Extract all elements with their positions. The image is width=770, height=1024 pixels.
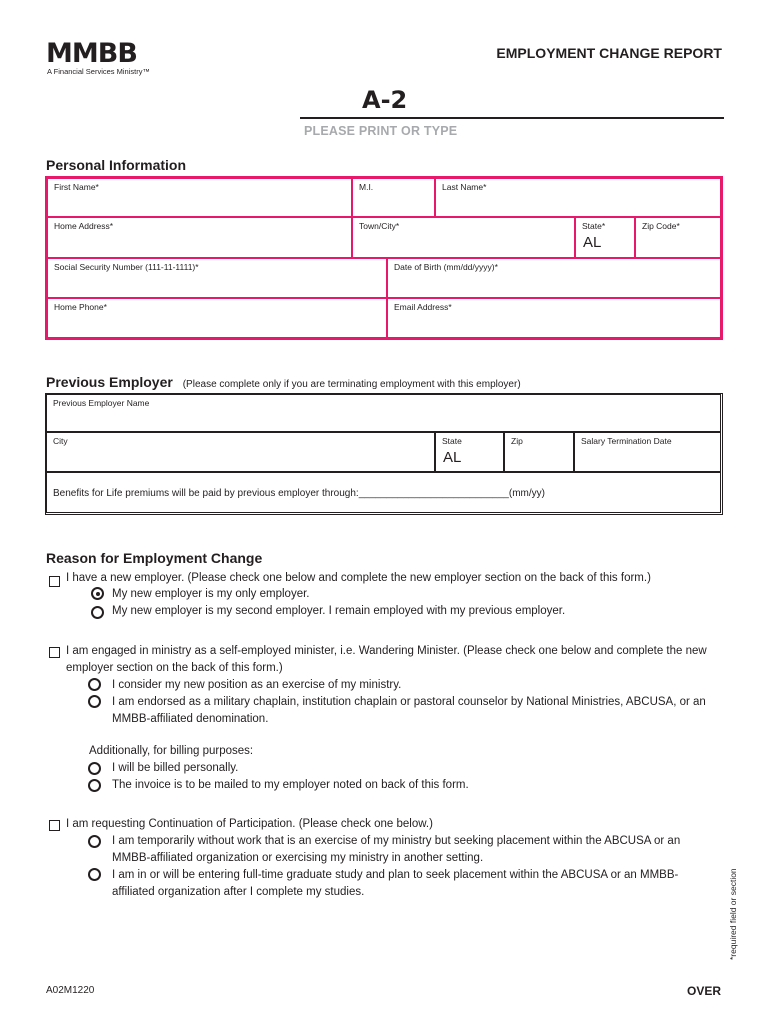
required-field-note: *required field or section: [728, 868, 738, 960]
invoice-employer-label: The invoice is to be mailed to my employer noted on back of this form.: [112, 779, 469, 791]
email-address-field[interactable]: [387, 298, 721, 338]
salary-termination-date-label: Salary Termination Date: [581, 436, 672, 446]
zip-code-field[interactable]: [635, 217, 721, 258]
previous-state-label: State: [442, 436, 462, 446]
self-employed-label-line2: employer section on the back of this form.): [66, 662, 283, 674]
only-employer-radio[interactable]: [91, 587, 104, 600]
billed-personally-label: I will be billed personally.: [112, 762, 239, 774]
personal-info-heading: Personal Information: [46, 157, 187, 173]
benefits-paid-through-label: Benefits for Life premiums will be paid by previous employer through:___________________________(mm/yy): [53, 488, 545, 499]
only-employer-label: My new employer is my only employer.: [112, 588, 310, 600]
date-of-birth-field[interactable]: [387, 258, 721, 298]
over-indicator: OVER: [686, 984, 721, 998]
temporarily-without-work-label-line1: I am temporarily without work that is an exercise of my ministry but seeking placement within the ABCUSA or an: [112, 835, 681, 847]
title-divider: [300, 117, 724, 119]
graduate-study-label-line1: I am in or will be entering full-time graduate study and plan to seek placement within the ABCUSA or an MMBB-: [112, 869, 679, 881]
previous-employer-title: Previous Employer: [46, 374, 173, 390]
continuation-checkbox[interactable]: [49, 820, 60, 831]
endorsed-chaplain-radio[interactable]: [88, 695, 101, 708]
reason-heading: Reason for Employment Change: [46, 550, 263, 566]
continuation-label: I am requesting Continuation of Participation. (Please check one below.): [66, 818, 433, 830]
second-employer-radio[interactable]: [91, 606, 104, 619]
report-title: EMPLOYMENT CHANGE REPORT: [496, 45, 722, 61]
endorsed-chaplain-label-line1: I am endorsed as a military chaplain, institution chaplain or pastoral counselor by National Ministries, ABCUSA, or an: [112, 696, 706, 708]
town-city-label: Town/City*: [359, 221, 400, 231]
temporarily-without-work-label-line2: MMBB-affiliated organization or exercising my ministry in another setting.: [112, 852, 484, 864]
personal-info-grid: [45, 176, 723, 340]
home-phone-label: Home Phone*: [54, 302, 107, 312]
new-employer-label: I have a new employer. (Please check one below and complete the new employer section on the back of this form.): [66, 572, 651, 584]
last-name-label: Last Name*: [442, 182, 487, 192]
second-employer-label: My new employer is my second employer. I remain employed with my previous employer.: [112, 605, 566, 617]
town-city-field[interactable]: [352, 217, 575, 258]
zip-code-label: Zip Code*: [642, 221, 680, 231]
previous-zip-label: Zip: [511, 436, 523, 446]
previous-state-field[interactable]: [435, 432, 504, 472]
state-value: AL: [583, 234, 602, 251]
previous-city-label: City: [53, 436, 68, 446]
billed-personally-radio[interactable]: [88, 762, 101, 775]
previous-employer-grid: [45, 393, 723, 515]
self-employed-checkbox[interactable]: [49, 647, 60, 658]
mmbb-logo: MMBB: [46, 38, 137, 69]
middle-initial-field[interactable]: [352, 178, 435, 217]
email-address-label: Email Address*: [394, 302, 452, 312]
new-employer-checkbox[interactable]: [49, 576, 60, 587]
invoice-employer-radio[interactable]: [88, 779, 101, 792]
endorsed-chaplain-label-line2: MMBB-affiliated denomination.: [112, 713, 269, 725]
billing-intro: Additionally, for billing purposes:: [89, 745, 254, 757]
previous-employer-note: (Please complete only if you are terminating employment with this employer): [182, 379, 521, 390]
ssn-field[interactable]: [47, 258, 387, 298]
self-employed-label-line1: I am engaged in ministry as a self-employed minister, i.e. Wandering Minister. (Please check one below and complete the new: [66, 645, 707, 657]
graduate-study-label-line2: affiliated organization after I complete my studies.: [112, 886, 365, 898]
ssn-label: Social Security Number (111-11-1111)*: [54, 262, 199, 272]
date-of-birth-label: Date of Birth (mm/dd/yyyy)*: [394, 262, 498, 272]
form-code: A-2: [362, 86, 408, 114]
last-name-field[interactable]: [435, 178, 721, 217]
state-label: State*: [582, 221, 606, 231]
graduate-study-radio[interactable]: [88, 868, 101, 881]
previous-city-field[interactable]: [46, 432, 435, 472]
home-address-label: Home Address*: [54, 221, 114, 231]
previous-employer-name-label: Previous Employer Name: [53, 398, 150, 408]
form-id: A02M1220: [46, 985, 95, 996]
state-field[interactable]: [575, 217, 635, 258]
first-name-label: First Name*: [54, 182, 99, 192]
home-address-field[interactable]: [47, 217, 352, 258]
ministry-exercise-label: I consider my new position as an exercise of my ministry.: [112, 679, 402, 691]
previous-state-value: AL: [443, 449, 462, 466]
ministry-exercise-radio[interactable]: [88, 678, 101, 691]
previous-employer-heading: [46, 374, 521, 390]
previous-zip-field[interactable]: [504, 432, 574, 472]
first-name-field[interactable]: [47, 178, 352, 217]
home-phone-field[interactable]: [47, 298, 387, 338]
logo-tagline: A Financial Services Ministry™: [47, 67, 150, 76]
temporarily-without-work-radio[interactable]: [88, 835, 101, 848]
middle-initial-label: M.I.: [359, 182, 374, 192]
benefits-paid-through-field[interactable]: [46, 472, 721, 513]
print-instruction: PLEASE PRINT OR TYPE: [304, 124, 458, 138]
previous-employer-name-field[interactable]: [46, 394, 721, 432]
salary-termination-date-field[interactable]: [574, 432, 721, 472]
